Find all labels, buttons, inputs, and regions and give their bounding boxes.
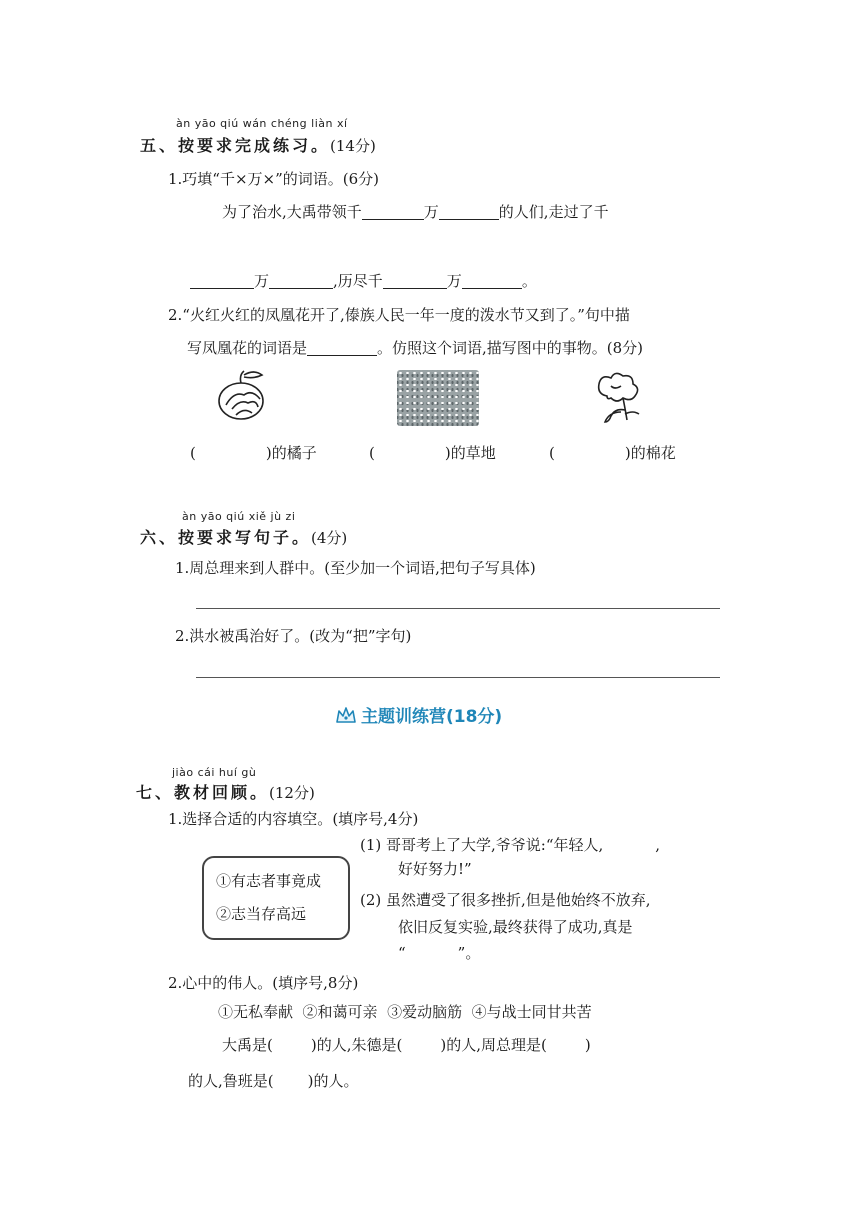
section7-q2-options: ①无私奉献 ②和蔼可亲 ③爱动脑筋 ④与战士同甘共苦 <box>218 1003 592 1021</box>
q2-text: )的人,周总理是( <box>440 1036 547 1054</box>
quote-close: ”。 <box>457 944 481 962</box>
option-1: ①有志者事竟成 <box>216 872 322 890</box>
section7-q1-prompt: 1.选择合适的内容填空。(填序号,4分) <box>168 810 419 828</box>
section5-q1-prompt: 1.巧填“千×万×”的词语。(6分) <box>168 170 380 188</box>
q2-text: )的人。 <box>307 1072 359 1090</box>
section7-q2-line1 <box>222 1034 591 1055</box>
section7-pinyin: jiào cái huí gù <box>172 766 257 779</box>
section7-score: (12分) <box>269 784 315 802</box>
answer-label: )的橘子 <box>265 444 317 462</box>
paren-open: ( <box>549 444 555 462</box>
blank-input[interactable] <box>383 272 447 289</box>
section5-score: (14分) <box>330 137 376 155</box>
section6-q2-prompt: 2.洪水被禹治好了。(改为“把”字句) <box>175 627 412 645</box>
q2-text-a: 写凤凰花的词语是 <box>187 339 308 357</box>
options-box <box>202 856 350 940</box>
blank-input[interactable] <box>269 272 333 289</box>
blank-input[interactable] <box>190 272 254 289</box>
q1-text: 。 <box>521 272 537 290</box>
s2-line2: 依旧反复实验,最终获得了成功,真是 <box>398 918 633 936</box>
section5-title <box>140 133 376 156</box>
theme-banner <box>335 702 502 727</box>
section5-q1-line2 <box>190 270 537 291</box>
banner-score: (18分) <box>446 707 503 727</box>
paren-open: ( <box>190 444 196 462</box>
answer-line[interactable] <box>196 608 720 609</box>
q1-text: ,历尽千 <box>333 272 383 290</box>
answer-label: )的棉花 <box>624 444 676 462</box>
s1-line2: 好好努力!” <box>398 860 472 878</box>
s2-line1: (2) 虽然遭受了很多挫折,但是他始终不放弃, <box>360 891 651 909</box>
cotton-icon <box>587 370 647 432</box>
s2-line3 <box>398 942 480 963</box>
q1-text-c: 的人们,走过了千 <box>498 203 609 221</box>
paren-open: ( <box>369 444 375 462</box>
section6-q1-prompt: 1.周总理来到人群中。(至少加一个词语,把句子写具体) <box>175 559 536 577</box>
section5-title-text: 五、按要求完成练习。 <box>140 136 331 155</box>
answer-line[interactable] <box>196 677 720 678</box>
crown-icon <box>335 705 357 725</box>
section6-pinyin: àn yāo qiú xiě jù zi <box>182 510 296 523</box>
banner-title: 主题训练营 <box>361 707 446 727</box>
quote-open: “ <box>398 944 406 962</box>
section5-pinyin: àn yāo qiú wán chéng liàn xí <box>176 117 348 130</box>
q2-text: 的人,鲁班是( <box>188 1072 274 1090</box>
section6-score: (4分) <box>311 529 348 547</box>
section7-title <box>136 780 315 803</box>
section7-q2-line2 <box>188 1070 358 1091</box>
tangerine-icon <box>214 365 276 427</box>
q1-text: 万 <box>254 272 270 290</box>
grass-image <box>397 370 479 426</box>
answer-item-tangerine <box>190 442 317 463</box>
blank-input[interactable] <box>462 272 522 289</box>
answer-label: )的草地 <box>444 444 496 462</box>
section5-q2-line1: 2.“火红火红的凤凰花开了,傣族人民一年一度的泼水节又到了。”句中描 <box>168 306 630 324</box>
section5-q2-line2 <box>187 337 643 358</box>
option-2: ②志当存高远 <box>216 905 307 923</box>
q2-text: 大禹是( <box>222 1036 273 1054</box>
q2-text: )的人,朱德是( <box>310 1036 403 1054</box>
s1-comma: , <box>655 836 661 854</box>
section6-title-text: 六、按要求写句子。 <box>140 528 312 547</box>
section6-title <box>140 525 347 548</box>
s1-text: (1) 哥哥考上了大学,爷爷说:“年轻人, <box>360 836 604 854</box>
section7-q2-prompt: 2.心中的伟人。(填序号,8分) <box>168 974 359 992</box>
q2-text-b: 。仿照这个词语,描写图中的事物。(8分) <box>377 339 644 357</box>
section5-q1-line1 <box>222 201 717 222</box>
blank-input[interactable] <box>439 203 499 220</box>
q1-text: 万 <box>446 272 462 290</box>
q2-text: ) <box>584 1036 591 1054</box>
section7-title-text: 七、教材回顾。 <box>136 783 270 802</box>
blank-input[interactable] <box>362 203 424 220</box>
answer-item-cotton <box>549 442 676 463</box>
s1-line1 <box>360 834 660 855</box>
blank-input[interactable] <box>307 339 377 356</box>
q1-text-a: 为了治水,大禹带领千 <box>222 203 362 221</box>
answer-item-grass <box>369 442 496 463</box>
q1-text-b: 万 <box>423 203 439 221</box>
